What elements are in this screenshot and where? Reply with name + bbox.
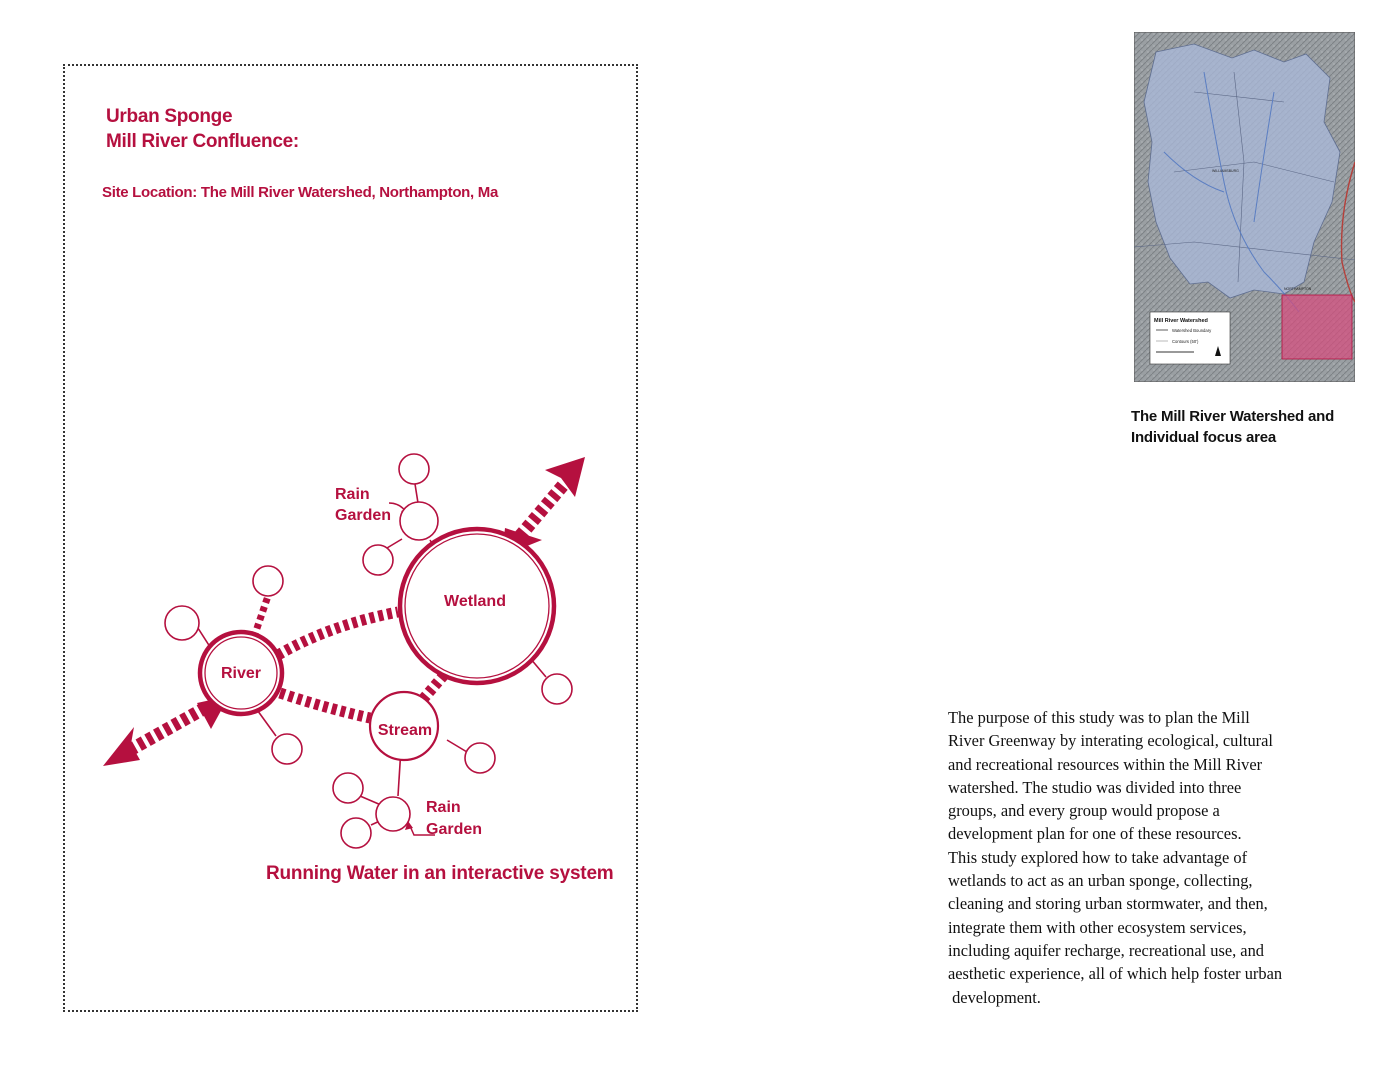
focus-area — [1282, 295, 1352, 359]
description-line: development. — [948, 987, 1041, 1007]
description-line: aesthetic experience, all of which help foster urban — [948, 964, 1283, 984]
inflow-arrow-shaft — [130, 708, 205, 750]
description-line: including aquifer recharge, recreational use, and — [948, 940, 1264, 960]
description-line: development plan for one of these resources. — [948, 824, 1242, 844]
node-circle — [399, 454, 429, 484]
rain-garden-top-label-1: Rain — [335, 486, 370, 503]
map-caption-line-1: The Mill River Watershed and — [1131, 408, 1335, 425]
node-circle — [333, 773, 363, 803]
map-town-label: WILLIAMSBURG — [1212, 169, 1239, 173]
stream-label: Stream — [377, 722, 433, 739]
description-line: River Greenway by interating ecological, cultural — [948, 731, 1273, 751]
map-town-label: NORTHAMPTON — [1284, 287, 1312, 291]
node-circle — [253, 566, 283, 596]
title-line-1: Urban Sponge — [106, 106, 233, 127]
description-line: watershed. The studio was divided into three — [948, 777, 1242, 797]
description-line: The purpose of this study was to plan the Mill — [948, 708, 1250, 727]
rain-garden-top-circle — [400, 502, 438, 540]
node-circle — [465, 743, 495, 773]
description-line: This study explored how to take advantage of — [948, 847, 1248, 867]
study-description — [948, 706, 1368, 1009]
description-line: groups, and every group would propose a — [948, 801, 1220, 821]
site-location: Site Location: The Mill River Watershed, Northampton, Ma — [102, 184, 499, 201]
map-legend-item: Watershed Boundary — [1172, 328, 1212, 333]
river-label: River — [220, 665, 262, 682]
map-legend — [1150, 312, 1230, 364]
map-caption-line-2: Individual focus area — [1131, 429, 1277, 446]
node-circle — [272, 734, 302, 764]
node-circle — [341, 818, 371, 848]
description-line: cleaning and storing urban stormwater, and then, — [948, 894, 1268, 914]
wetland-label: Wetland — [444, 593, 506, 610]
description-line: wetlands to act as an urban sponge, collecting, — [948, 871, 1253, 891]
description-line: and recreational resources within the Mill River — [948, 754, 1263, 774]
node-circle — [165, 606, 199, 640]
connector-river-top — [254, 596, 268, 637]
rain-garden-top-label-2: Garden — [335, 507, 392, 524]
description-line: integrate them with other ecosystem services, — [948, 917, 1247, 937]
map-legend-item: Contours (50') — [1172, 339, 1199, 344]
diagram-caption: Running Water in an interactive system — [266, 863, 614, 884]
node-circle — [542, 674, 572, 704]
connector-river-stream — [280, 693, 370, 718]
rain-garden-bottom-label-2: Garden — [426, 821, 483, 838]
rain-garden-bottom-circle — [376, 797, 410, 831]
outflow-arrow-shaft — [520, 483, 565, 536]
connector-river-wetland — [278, 612, 398, 655]
rain-garden-bottom-label-1: Rain — [426, 799, 461, 816]
node-circle — [363, 545, 393, 575]
title-line-2: Mill River Confluence: — [106, 131, 299, 152]
map-legend-title: Mill River Watershed — [1154, 318, 1208, 324]
watershed-map — [1134, 32, 1355, 382]
map-caption — [1131, 406, 1334, 448]
